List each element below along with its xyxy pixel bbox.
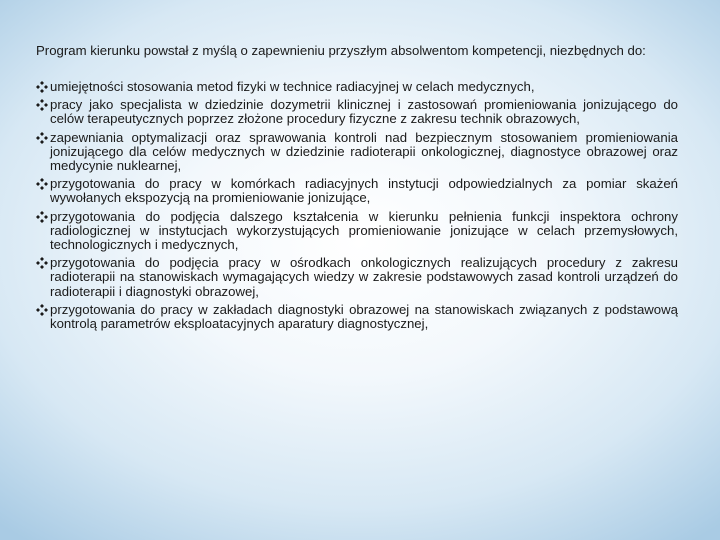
intro-paragraph: Program kierunku powstał z myślą o zapewnieniu przyszłym absolwentom kompetencji, niezbędnych do:	[36, 43, 646, 58]
list-item	[36, 210, 678, 253]
competency-list	[36, 80, 678, 331]
diamond-bullet-icon	[36, 257, 48, 269]
diamond-bullet-icon	[36, 99, 48, 111]
list-item-text: umiejętności stosowania metod fizyki w technice radiacyjnej w celach medycznych,	[50, 79, 535, 94]
diamond-bullet-icon	[36, 132, 48, 144]
list-item-text: zapewniania optymalizacji oraz sprawowania kontroli nad bezpiecznym stosowaniem promieniowania jonizującego dla celów medycznych w dziedzinie radioterapii onkologicznej, diagnostyce obrazowej oraz medycynie nuklearnej,	[50, 129, 678, 174]
list-item-text: przygotowania do pracy w komórkach radiacyjnych instytucji odpowiedzialnych za pomiar skażeń wywołanych ekspozycją na promieniowanie jonizujące,	[50, 176, 678, 206]
list-item	[36, 98, 678, 126]
list-item-text: przygotowania do podjęcia pracy w ośrodkach onkologicznych realizujących procedury z zakresu radioterapii na stanowiskach wymagających wiedzy w zakresie podstawowych zasad kontroli urządzeń do radioterapii i diagnostyki obrazowej,	[50, 255, 678, 299]
list-item-text: przygotowania do pracy w zakładach diagnostyki obrazowej na stanowiskach związanych z podstawową kontrolą parametrów eksploatacyjnych aparatury diagnostycznej,	[50, 301, 678, 332]
list-item	[36, 303, 678, 331]
list-item	[36, 177, 678, 205]
list-item	[36, 131, 678, 174]
diamond-bullet-icon	[36, 81, 48, 93]
slide-content	[36, 44, 678, 335]
diamond-bullet-icon	[36, 178, 48, 190]
diamond-bullet-icon	[36, 211, 48, 223]
diamond-bullet-icon	[36, 304, 48, 316]
list-item-text: pracy jako specjalista w dziedzinie dozymetrii klinicznej i zastosowań promieniowania jonizującego do celów terapeutycznych poprzez złożone procedury fizyczne z zakresu technik obrazowych,	[50, 97, 678, 127]
list-item	[36, 256, 678, 299]
list-item-text: przygotowania do podjęcia dalszego kształcenia w kierunku pełnienia funkcji inspektora ochrony radiologicznej w instytucjach wykorzystujących promieniowanie jonizujące w celach przemysłowych, technologicznych i medycznych,	[50, 208, 678, 253]
list-item	[36, 80, 678, 94]
